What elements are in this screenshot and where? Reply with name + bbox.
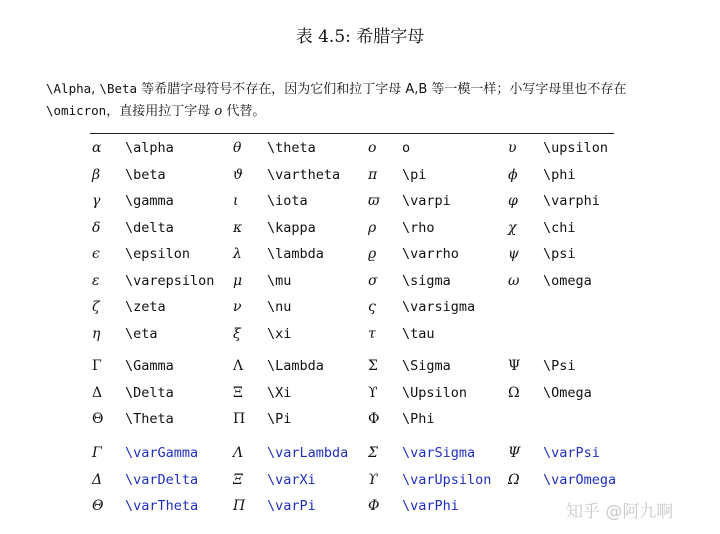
greek-symbol: α [92,140,102,156]
latex-command: \varLambda [267,445,349,461]
greek-symbol: Σ [368,445,378,461]
latex-command: \iota [267,193,308,209]
greek-symbol: ϒ [368,384,378,401]
note-beta-command: \Beta [99,81,138,96]
greek-symbol: Δ [92,384,103,401]
greek-symbol: Γ [92,358,102,374]
table-caption: 表 4.5: 希腊字母 [295,27,425,47]
greek-symbol: δ [92,219,101,236]
latex-command: \pi [402,166,427,183]
latex-command: \Omega [543,384,592,401]
latex-command: \varDelta [125,471,199,488]
latex-command: \varrho [402,246,459,262]
latex-command: \varSigma [402,445,476,461]
latex-command: \varTheta [125,498,199,514]
greek-symbol: Φ [368,498,380,514]
latex-command: \xi [267,325,292,342]
greek-symbol: π [368,166,378,183]
greek-symbol: κ [233,219,243,236]
greek-symbol: Σ [368,358,378,374]
greek-symbol: τ [368,325,376,342]
greek-symbol: Ψ [508,445,521,461]
latex-command: \Upsilon [402,384,468,401]
latex-command: \beta [125,166,166,183]
greek-symbol: Ξ [233,384,243,401]
greek-symbol: ϑ [233,166,244,183]
greek-symbol: ϱ [368,246,377,262]
greek-symbol: Γ [92,445,102,461]
greek-symbol: γ [92,193,101,209]
greek-symbol: χ [508,219,517,236]
latex-command: \Sigma [402,358,451,374]
greek-symbol: ξ [233,325,241,342]
greek-symbol: ϖ [368,193,380,209]
note-omicron-command: \omicron [46,103,107,118]
latex-command: \varUpsilon [402,471,492,488]
greek-symbol: Π [233,411,246,427]
latex-command: \varOmega [543,471,617,488]
greek-symbol: ϵ [92,246,100,262]
latex-command: \varPhi [402,498,459,514]
greek-symbol: Φ [368,411,380,427]
latex-command: \zeta [125,299,166,315]
greek-symbol: ν [233,299,242,315]
latex-command: \Gamma [125,358,174,374]
greek-symbol: λ [233,246,242,262]
greek-symbol: ψ [508,246,519,262]
latex-command: \vartheta [267,166,341,183]
greek-symbol: Ω [508,384,520,401]
note-text-1: 等希腊字母符号不存在，因为它们和拉丁字母 A,B 等一模一样；小写字母里也不存在 [137,82,627,97]
latex-command: \rho [402,219,435,236]
latex-command: \varpi [402,193,451,209]
greek-symbol: Θ [92,498,104,514]
latex-command: \eta [125,325,158,342]
latex-command: \alpha [125,140,174,156]
greek-symbol: η [92,325,101,342]
latex-command: \tau [402,325,435,342]
latex-command: \mu [267,272,292,289]
greek-symbol: Θ [92,411,104,427]
greek-symbol: Ψ [508,358,521,374]
greek-symbol: θ [233,140,242,156]
latex-command: \varPsi [543,445,600,461]
latex-command: \theta [267,140,316,156]
latex-command: \chi [543,219,576,236]
latex-command: \varGamma [125,445,199,461]
note-latin-o: o [214,104,223,119]
greek-symbol: σ [368,272,378,289]
greek-symbol: Ξ [233,471,243,488]
greek-symbol: Ω [508,471,520,488]
greek-symbol: ε [92,272,100,289]
note-text-2: ，直接用拉丁字母 [106,104,215,119]
latex-command: o [402,140,411,156]
greek-symbol: φ [508,193,518,209]
greek-symbol: ϒ [368,471,378,488]
greek-symbol: ι [233,193,239,209]
latex-command: \Delta [125,384,174,401]
latex-command: \varphi [543,193,600,209]
latex-command: \omega [543,272,592,289]
latex-command: \varepsilon [125,272,215,289]
table-top-rule [90,133,614,134]
greek-symbol: o [368,140,377,156]
latex-command: \Pi [267,411,292,427]
latex-command: \varsigma [402,299,476,315]
note-text-3: 代替。 [222,104,266,119]
greek-symbol: μ [233,272,243,289]
latex-command: \lambda [267,246,324,262]
greek-symbol: ω [508,272,520,289]
latex-command: \epsilon [125,246,191,262]
latex-command: \Xi [267,384,292,401]
latex-command: \varPi [267,498,316,514]
latex-command: \psi [543,246,576,262]
latex-command: \kappa [267,219,316,236]
greek-symbol: Δ [92,471,103,488]
note-alpha-command: \Alpha [46,81,92,96]
greek-symbol: υ [508,140,517,156]
greek-symbol: ζ [92,299,100,315]
note-separator: , [91,82,100,97]
greek-symbol: Λ [233,445,244,461]
greek-symbol: ρ [368,219,377,236]
table-note [46,78,686,122]
latex-command: \nu [267,299,292,315]
latex-command: \Phi [402,411,435,427]
watermark: 知乎 @阿九啊 [566,502,674,522]
latex-command: \Lambda [267,358,324,374]
latex-command: \sigma [402,272,451,289]
latex-command: \delta [125,219,174,236]
greek-symbol: ς [368,299,376,315]
latex-command: \varXi [267,471,316,488]
greek-symbol: Π [233,498,246,514]
greek-symbol: Λ [233,358,244,374]
greek-symbol: ϕ [508,166,518,183]
latex-command: \Theta [125,411,174,427]
greek-symbol: β [92,166,101,183]
latex-command: \Psi [543,358,576,374]
latex-command: \phi [543,166,576,183]
latex-command: \upsilon [543,140,609,156]
latex-command: \gamma [125,193,174,209]
